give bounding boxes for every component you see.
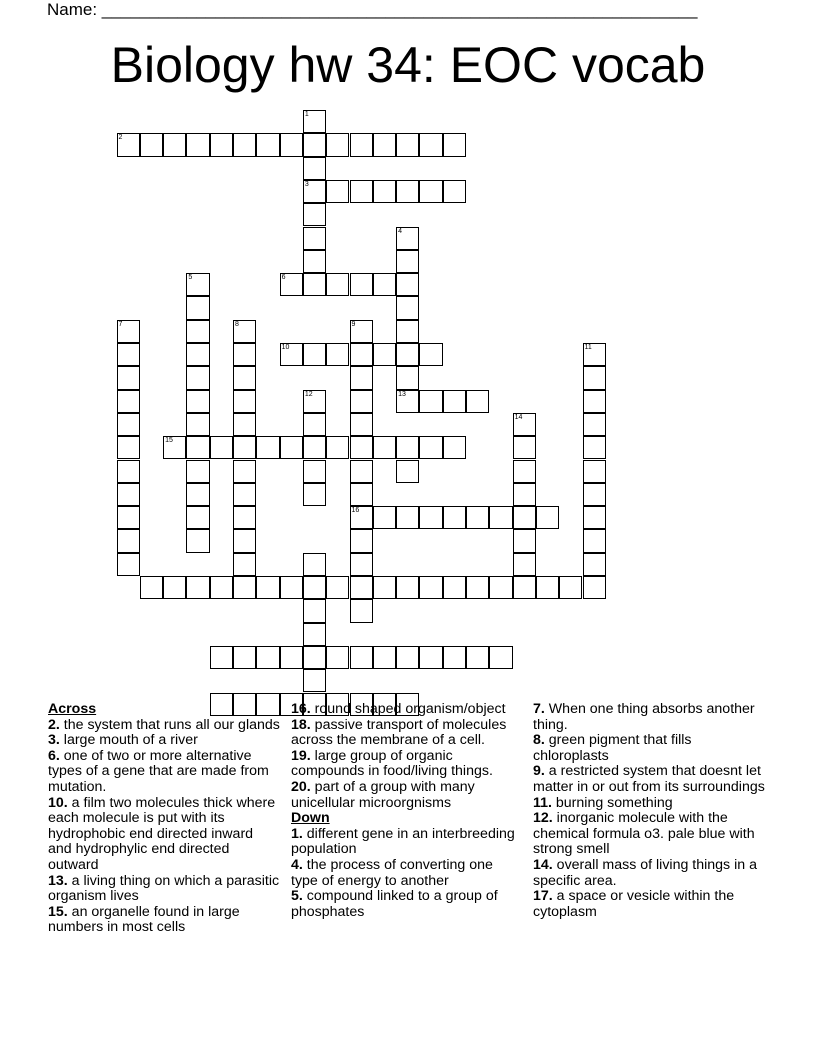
clue-text: overall mass of living things in a specific area. [533,856,757,889]
crossword-cell[interactable] [350,133,373,156]
down-clue [533,889,765,920]
crossword-cell[interactable] [303,413,326,436]
crossword-cell[interactable] [396,273,419,296]
crossword-cell[interactable] [303,343,326,366]
crossword-cell[interactable] [443,506,466,529]
across-clue [48,905,280,936]
across-heading: Across [48,701,97,717]
down-heading: Down [291,810,330,827]
crossword-cell[interactable] [419,436,442,459]
clue-text: a living thing on which a parasitic organism lives [48,872,280,905]
clue-text: a restricted system that doesnt let matter in or out from its surroundings [533,763,765,795]
clue-num: 8. [533,732,545,749]
clue-number: 16 [351,507,360,515]
crossword-cell[interactable] [350,460,373,483]
crossword-cell[interactable] [559,576,582,599]
name-field[interactable]: Name: _______________________________________________________________ [47,0,698,19]
crossword-cell[interactable] [117,390,140,413]
crossword-cell[interactable] [233,390,256,413]
crossword-cell[interactable] [303,273,326,296]
crossword-cell[interactable] [373,436,396,459]
clue-text: part of a group with many unicellular microorgnisms [291,778,475,811]
crossword-cell[interactable] [186,483,209,506]
crossword-cell[interactable] [583,390,606,413]
crossword-cell[interactable] [350,413,373,436]
clue-num: 9. [533,763,545,780]
crossword-cell[interactable] [583,483,606,506]
clue-text: a film two molecules thick where each molecule is put with its hydrophobic end directed inward and hydrophylic end directed outward [48,794,276,873]
down-clue [291,889,523,920]
clue-text: inorganic molecule with the chemical formula o3. pale blue with strong smell [533,810,755,858]
crossword-cell[interactable] [233,366,256,389]
crossword-cell[interactable] [536,576,559,599]
across-clue [48,796,280,874]
crossword-cell[interactable] [186,320,209,343]
crossword-cell[interactable] [419,343,442,366]
crossword-cell[interactable] [117,529,140,552]
crossword-cell[interactable] [443,576,466,599]
crossword-cell[interactable] [373,180,396,203]
crossword-cell[interactable] [186,343,209,366]
crossword-cell[interactable] [536,506,559,529]
clues-column-3 [533,702,765,920]
down-clue [533,796,765,812]
clue-number: 4 [398,227,402,235]
crossword-cell[interactable] [350,390,373,413]
crossword-cell[interactable] [303,390,326,413]
clue-num: 11. [533,794,552,811]
crossword-cell[interactable] [396,366,419,389]
crossword-cell[interactable] [210,576,233,599]
clue-number: 14 [514,413,523,421]
clues-column-1 [48,702,280,936]
crossword-cell[interactable] [443,436,466,459]
crossword-cell[interactable] [396,506,419,529]
crossword-cell[interactable] [583,413,606,436]
clue-num: 19. [291,747,311,764]
crossword-cell[interactable] [513,460,536,483]
crossword-cell[interactable] [350,506,373,529]
clue-num: 14. [533,856,553,873]
crossword-cell[interactable] [186,366,209,389]
crossword-cell[interactable] [396,320,419,343]
down-clue [533,811,765,858]
crossword-cell[interactable] [373,576,396,599]
crossword-cell[interactable] [396,576,419,599]
crossword-cell[interactable] [186,413,209,436]
clue-number: 15 [165,437,173,445]
clue-num: 13. [48,872,68,889]
down-clue [533,702,765,733]
clue-num: 17. [533,888,553,905]
crossword-cell[interactable] [443,180,466,203]
crossword-cell[interactable] [489,576,512,599]
crossword-cell[interactable] [326,576,349,599]
clue-number: 1 [304,111,309,118]
clue-num: 4. [291,856,303,873]
crossword-cell[interactable] [489,506,512,529]
crossword-cell[interactable] [140,576,163,599]
crossword-cell[interactable] [373,506,396,529]
crossword-cell[interactable] [186,273,209,296]
clue-num: 16. [291,701,311,717]
crossword-cell[interactable] [140,133,163,156]
crossword-cell[interactable] [419,133,442,156]
clue-num: 2. [48,716,60,733]
clue-num: 6. [48,747,60,764]
crossword-cell[interactable] [513,576,536,599]
crossword-cell[interactable] [256,133,279,156]
crossword-cell[interactable] [117,553,140,576]
crossword-cell[interactable] [117,506,140,529]
across-clue [48,749,280,796]
crossword-cell[interactable] [350,553,373,576]
crossword-cell[interactable] [443,646,466,669]
crossword-cell[interactable] [186,506,209,529]
crossword-cell[interactable] [513,436,536,459]
crossword-cell[interactable] [350,180,373,203]
crossword-cell[interactable] [303,623,326,646]
clue-num: 12. [533,810,553,827]
crossword-cell[interactable] [186,133,209,156]
clue-number: 7 [118,320,123,328]
clue-number: 5 [188,274,193,282]
crossword-cell[interactable] [443,390,466,413]
crossword-cell[interactable] [583,436,606,459]
crossword-cell[interactable] [326,646,349,669]
crossword-cell[interactable] [350,273,373,296]
crossword-cell[interactable] [350,436,373,459]
down-clue [533,858,765,889]
across-clue [291,718,523,749]
crossword-cell[interactable] [303,110,326,133]
clue-num: 3. [48,732,60,749]
clue-text: passive transport of molecules across the membrane of a cell. [291,716,507,749]
crossword-cell[interactable] [350,320,373,343]
crossword-cell[interactable] [583,506,606,529]
crossword-cell[interactable] [303,133,326,156]
crossword-cell[interactable] [396,460,419,483]
crossword-cell[interactable] [396,180,419,203]
crossword-cell[interactable] [233,460,256,483]
crossword-cell[interactable] [233,483,256,506]
crossword-cell[interactable] [583,460,606,483]
crossword-cell[interactable] [303,576,326,599]
crossword-cell[interactable] [396,646,419,669]
across-clue [48,733,280,749]
crossword-cell[interactable] [117,343,140,366]
crossword-cell[interactable] [117,366,140,389]
crossword-cell[interactable] [373,273,396,296]
crossword-cell[interactable] [303,646,326,669]
clue-number: 9 [351,320,356,328]
crossword-cell[interactable] [466,506,489,529]
clue-text: large mouth of a river [59,732,198,749]
clue-text: one of two or more alternative types of a gene that are made from mutation. [48,747,269,795]
crossword-cell[interactable] [513,529,536,552]
crossword-cell[interactable] [280,576,303,599]
crossword-cell[interactable] [326,133,349,156]
clue-number: 2 [118,134,123,142]
crossword-cell[interactable] [303,599,326,622]
crossword-cell[interactable] [396,436,419,459]
crossword-cell[interactable] [233,646,256,669]
crossword-cell[interactable] [233,320,256,343]
crossword-cell[interactable] [350,343,373,366]
crossword-cell[interactable] [513,483,536,506]
crossword-cell[interactable] [396,296,419,319]
crossword-cell[interactable] [443,133,466,156]
clue-number: 11 [584,344,592,351]
crossword-cell[interactable] [233,529,256,552]
crossword-cell[interactable] [233,553,256,576]
crossword-cell[interactable] [186,529,209,552]
down-clue [291,827,523,858]
crossword-cell[interactable] [419,390,442,413]
crossword-cell[interactable] [303,250,326,273]
crossword-cell[interactable] [233,576,256,599]
crossword-cell[interactable] [210,436,233,459]
crossword-cell[interactable] [419,506,442,529]
crossword-cell[interactable] [303,203,326,226]
across-clue [291,702,523,718]
clue-num: 1. [291,825,303,842]
crossword-cell[interactable] [350,529,373,552]
clue-text: large group of organic compounds in food/living things. [291,747,493,780]
crossword-cell[interactable] [280,436,303,459]
clue-text: round shaped organism/object [310,701,506,717]
down-clue [291,858,523,889]
crossword-cell[interactable] [303,227,326,250]
clue-num: 18. [291,716,311,733]
clue-number: 3 [304,180,309,188]
clues-column-2 [291,702,523,920]
crossword-cell[interactable] [396,133,419,156]
crossword-cell[interactable] [256,646,279,669]
clue-number: 6 [281,274,286,282]
crossword-cell[interactable] [396,343,419,366]
crossword-cell[interactable] [233,133,256,156]
crossword-cell[interactable] [373,646,396,669]
clue-number: 8 [235,320,239,328]
crossword-cell[interactable] [233,436,256,459]
crossword-cell[interactable] [326,436,349,459]
crossword-cell[interactable] [583,529,606,552]
crossword-cell[interactable] [466,576,489,599]
clue-text: the system that runs all our glands [59,716,280,733]
crossword-cell[interactable] [303,553,326,576]
crossword-cell[interactable] [280,133,303,156]
crossword-cell[interactable] [186,436,209,459]
crossword-cell[interactable] [513,413,536,436]
crossword-cell[interactable] [256,436,279,459]
clue-text: burning something [551,794,673,811]
down-clue [533,733,765,764]
crossword-cell[interactable] [419,576,442,599]
clue-text: a space or vesicle within the cytoplasm [533,888,735,920]
crossword-cell[interactable] [583,553,606,576]
crossword-cell[interactable] [256,576,279,599]
crossword-cell[interactable] [233,506,256,529]
crossword-cell[interactable] [210,133,233,156]
crossword-cell[interactable] [350,483,373,506]
down-clue [533,764,765,795]
crossword-cell[interactable] [583,366,606,389]
crossword-cell[interactable] [186,460,209,483]
crossword-cell[interactable] [303,180,326,203]
clue-text: compound linked to a group of phosphates [291,888,498,920]
across-clue [291,780,523,811]
crossword-cell[interactable] [513,506,536,529]
clue-num: 5. [291,888,303,905]
crossword-cell[interactable] [303,669,326,692]
crossword-cell[interactable] [117,320,140,343]
crossword-cell[interactable] [163,133,186,156]
across-clue [291,749,523,780]
crossword-cell[interactable] [280,343,303,366]
crossword-cell[interactable] [373,343,396,366]
crossword-cell[interactable] [303,460,326,483]
crossword-cell[interactable] [233,343,256,366]
crossword-cell[interactable] [396,390,419,413]
page-title: Biology hw 34: EOC vocab [110,37,706,93]
crossword-cell[interactable] [396,227,419,250]
clue-num: 15. [48,903,68,920]
crossword-cell[interactable] [303,157,326,180]
crossword-cell[interactable] [419,180,442,203]
clue-number: 12 [304,390,313,398]
crossword-cell[interactable] [419,646,442,669]
crossword-cell[interactable] [350,646,373,669]
crossword-cell[interactable] [117,133,140,156]
clue-text: the process of converting one type of energy to another [291,856,493,889]
crossword-cell[interactable] [163,576,186,599]
crossword-cell[interactable] [373,133,396,156]
clue-text: When one thing absorbs another thing. [533,701,755,733]
crossword-cell[interactable] [326,273,349,296]
clue-number: 13 [398,390,406,398]
crossword-cell[interactable] [210,646,233,669]
crossword-cell[interactable] [117,483,140,506]
across-clue [48,718,280,734]
crossword-cell[interactable] [303,483,326,506]
clue-num: 7. [533,701,545,717]
crossword-cell[interactable] [186,390,209,413]
clue-num: 20. [291,778,311,795]
crossword-cell[interactable] [583,343,606,366]
crossword-cell[interactable] [186,576,209,599]
across-clue [48,874,280,905]
crossword-cell[interactable] [280,273,303,296]
crossword-cell[interactable] [583,576,606,599]
crossword-cell[interactable] [163,436,186,459]
crossword-cell[interactable] [326,180,349,203]
crossword-cell[interactable] [303,436,326,459]
crossword-cell[interactable] [186,296,209,319]
clue-number: 10 [281,344,290,351]
crossword-cell[interactable] [513,553,536,576]
crossword-cell[interactable] [326,343,349,366]
crossword-cell[interactable] [117,460,140,483]
crossword-cell[interactable] [117,413,140,436]
crossword-cell[interactable] [466,390,489,413]
clue-text: an organelle found in large numbers in most cells [48,903,240,936]
crossword-cell[interactable] [280,646,303,669]
crossword-cell[interactable] [466,646,489,669]
crossword-cell[interactable] [489,646,512,669]
crossword-cell[interactable] [350,599,373,622]
crossword-cell[interactable] [233,413,256,436]
crossword-cell[interactable] [117,436,140,459]
crossword-cell[interactable] [350,576,373,599]
clue-num: 10. [48,794,68,811]
clue-text: different gene in an interbreeding population [291,825,515,858]
clue-text: green pigment that fills chloroplasts [533,732,692,764]
crossword-cell[interactable] [396,250,419,273]
crossword-cell[interactable] [350,366,373,389]
